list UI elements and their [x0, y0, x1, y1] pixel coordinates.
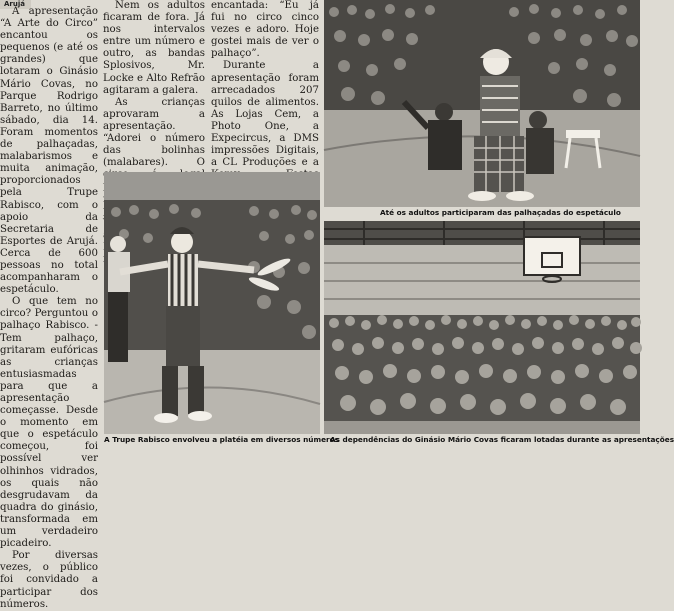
photo-crowded-gym	[324, 221, 640, 434]
photo-caption: As dependências do Ginásio Mário Covas ficaram lotadas durante as apresentações	[330, 435, 674, 444]
photo-caption: Até os adultos participaram das palhaçadas do espetáculo	[380, 208, 621, 217]
article-paragraph: Por diversas vezes, o público foi convidado a participar dos números.	[0, 550, 98, 610]
article-paragraph: As crianças aprovaram a apresentação. “Adorei o número das bolinhas (malabares). O	[103, 96, 205, 169]
article-column-3	[211, 0, 319, 172]
photo-clown-juggling	[104, 172, 320, 434]
article-paragraph: A apresentação “A Arte do Circo” encantou os pequenos (e até os grandes) que lotaram o Ginásio Mário Covas, no Parque Rodrigo Barreto, no último sábado, dia 14. Foram momentos de palhaçadas, malabarismos e muita animação, proporcionados pela Trupe Rabisco, com o apoio da Secretaria de Esportes de Arujá. Cerca de 600 pessoas no total acompanharam o espetáculo.	[0, 6, 98, 296]
article-paragraph: Nem os adultos ficaram de fora. Já nos intervalos entre um número e outro, as bandas Splosivos, Mr. Locke e Alto Refrão agitaram a galera.	[103, 0, 205, 96]
article-paragraph: O que tem no circo? Perguntou o palhaço Rabisco. - Tem palhaço, gritaram eufóricas as crianças entusiasmadas para que a apresentação começasse. Desde o momento em que o espetáculo começou, foi possível ver olhinhos vidrados, os quais não desgrudavam da quadra do ginásio, transformada em um verdadeiro picadeiro.	[0, 296, 98, 550]
article-paragraph: Durante a apresentação foram arrecadados 207 quilos de alimentos. As Lojas Cem, a Photo One, a Expecircus, a DMS impressões Digitais, a CL Produções e a	[211, 60, 319, 169]
photo-adults-with-clown	[324, 0, 640, 207]
section-tag: Arujá	[0, 0, 31, 9]
article-paragraph: encantada: “Eu já fui no circo cinco vezes e adoro. Hoje gostei mais de ver o palhaço”.	[211, 0, 319, 60]
article-column-1	[0, 6, 98, 610]
photo-caption: A Trupe Rabisco envolveu a platéia em diversos números	[104, 435, 339, 444]
article-column-2	[103, 0, 205, 172]
